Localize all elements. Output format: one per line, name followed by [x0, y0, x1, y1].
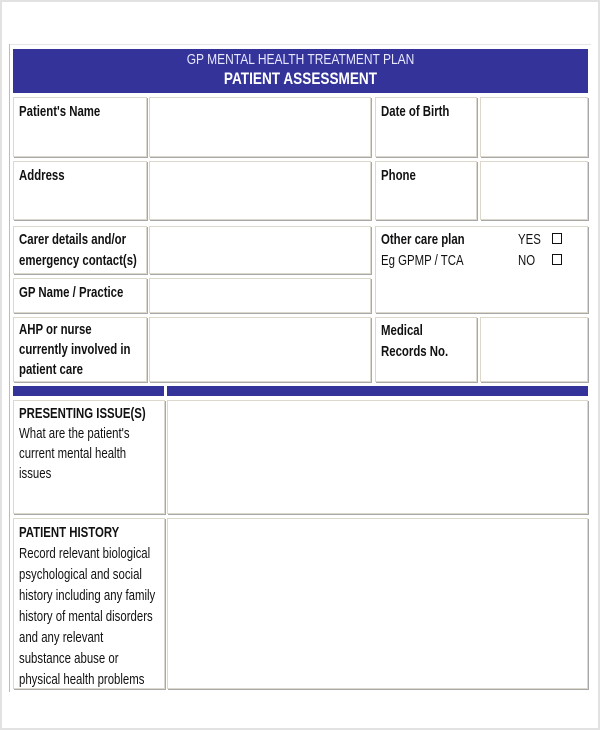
other-care-plan-label: Other care plan — [381, 231, 465, 248]
phone-input[interactable] — [480, 161, 588, 220]
ahp-input[interactable] — [149, 317, 371, 382]
address-label: Address — [19, 167, 65, 184]
patient-history-description: psychological and social — [19, 566, 142, 583]
patient-history-description: history including any family — [19, 587, 156, 604]
address-cell — [13, 161, 147, 220]
divider — [9, 44, 591, 45]
no-checkbox[interactable] — [552, 254, 562, 265]
gp-name-cell — [13, 278, 147, 313]
other-care-plan-cell — [375, 226, 588, 313]
medical-records-label — [375, 317, 477, 382]
presenting-issues-description: current mental health — [19, 445, 127, 462]
presenting-issues-title: PRESENTING ISSUE(S) — [19, 405, 146, 422]
carer-label-line: Carer details and/or — [19, 231, 127, 248]
patient-history-label — [13, 518, 165, 689]
patient-history-description: and any relevant — [19, 629, 104, 646]
ahp-label-line: patient care — [19, 361, 83, 378]
phone-label: Phone — [381, 167, 416, 184]
medical-records-label-line: Medical — [381, 322, 423, 339]
no-label: NO — [518, 252, 536, 269]
other-care-plan-example: Eg GPMP / TCA — [381, 252, 464, 269]
presenting-issues-description: issues — [19, 465, 52, 482]
form-subtitle: GP MENTAL HEALTH TREATMENT PLAN — [186, 51, 415, 68]
form-title: PATIENT ASSESSMENT — [223, 69, 378, 88]
presenting-issues-input[interactable] — [167, 400, 588, 514]
ahp-label-line: currently involved in — [19, 341, 131, 358]
presenting-issues-description: What are the patient's — [19, 425, 130, 442]
yes-checkbox[interactable] — [552, 233, 562, 244]
patient-history-description: Record relevant biological — [19, 545, 151, 562]
date-of-birth-cell — [375, 97, 477, 157]
section-divider-bar — [13, 386, 164, 396]
phone-cell — [375, 161, 477, 220]
carer-label-line: emergency contact(s) — [19, 252, 137, 269]
address-input[interactable] — [149, 161, 371, 220]
yes-label: YES — [518, 231, 541, 248]
patient-history-title: PATIENT HISTORY — [19, 524, 120, 541]
patient-history-input[interactable] — [167, 518, 588, 689]
ahp-label — [13, 317, 147, 382]
date-of-birth-input[interactable] — [480, 97, 588, 157]
presenting-issues-label — [13, 400, 165, 514]
patient-history-description: history of mental disorders — [19, 608, 153, 625]
ahp-label-line: AHP or nurse — [19, 321, 92, 338]
patient-name-cell — [13, 97, 147, 157]
patient-history-description: substance abuse or — [19, 650, 119, 667]
gp-name-label: GP Name / Practice — [19, 284, 124, 301]
patient-name-input[interactable] — [149, 97, 371, 157]
gp-name-input[interactable] — [149, 278, 371, 313]
patient-name-label: Patient's Name — [19, 103, 101, 120]
section-divider-bar — [167, 386, 588, 396]
carer-label — [13, 226, 147, 274]
medical-records-label-line: Records No. — [381, 343, 449, 360]
medical-records-input[interactable] — [480, 317, 588, 382]
carer-input[interactable] — [149, 226, 371, 274]
date-of-birth-label: Date of Birth — [381, 103, 450, 120]
divider — [9, 44, 10, 692]
form-header — [13, 49, 588, 93]
patient-history-description: physical health problems — [19, 671, 145, 688]
